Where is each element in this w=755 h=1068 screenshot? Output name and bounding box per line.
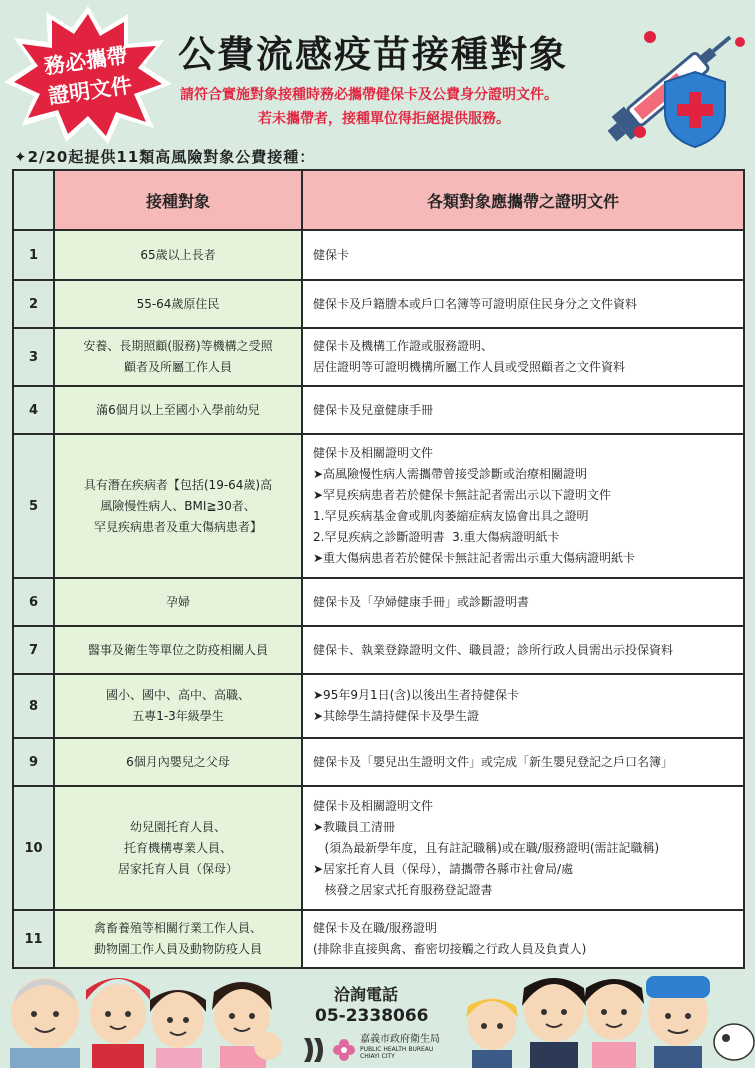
table-row bbox=[13, 578, 744, 626]
target-line: 安養、長期照顧(服務)等機構之受照 bbox=[83, 339, 273, 353]
row-documents bbox=[302, 578, 744, 626]
org-name-en-1: PUBLIC HEALTH BUREAU bbox=[360, 1046, 434, 1053]
people-illustration-right bbox=[462, 962, 755, 1068]
table-row bbox=[13, 626, 744, 674]
document-line: 健保卡及「孕婦健康手冊」或診斷證明書 bbox=[313, 594, 530, 609]
table-row bbox=[13, 786, 744, 910]
document-line: ➤高風險慢性病人需攜帶曾接受診斷或治療相關證明 bbox=[313, 467, 588, 481]
health-bureau-name bbox=[360, 1034, 440, 1060]
row-number: 7 bbox=[13, 626, 54, 674]
row-documents bbox=[302, 786, 744, 910]
document-line: 健保卡、執業登錄證明文件、職員證；診所行政人員需出示投保資料 bbox=[313, 642, 674, 657]
row-target bbox=[54, 328, 302, 386]
row-number: 4 bbox=[13, 386, 54, 434]
row-documents bbox=[302, 386, 744, 434]
row-target bbox=[54, 386, 302, 434]
document-line: ➤居家托育人員（保母），請攜帶各縣市社會局/處 bbox=[313, 861, 574, 876]
document-line: 健保卡及戶籍謄本或戶口名簿等可證明原住民身分之文件資料 bbox=[313, 296, 638, 311]
document-line: 居住證明等可證明機構所屬工作人員或受照顧者之文件資料 bbox=[313, 360, 626, 374]
document-line: ➤教職員工清冊 bbox=[313, 819, 396, 834]
target-line: 幼兒園托育人員、 bbox=[129, 819, 226, 834]
table-row bbox=[13, 674, 744, 738]
org-name-en-2: CHIAYI CITY bbox=[360, 1053, 395, 1060]
row-documents bbox=[302, 626, 744, 674]
table-row bbox=[13, 738, 744, 786]
target-line: 具有潛在疾病者【包括(19-64歲)高 bbox=[83, 477, 273, 492]
header-number-cell bbox=[13, 170, 54, 230]
target-line: 醫事及衛生等單位之防疫相關人員 bbox=[87, 642, 268, 657]
target-line: 滿6個月以上至國小入學前幼兒 bbox=[96, 402, 260, 417]
table-row bbox=[13, 910, 744, 968]
document-line: (須為最新學年度，且有註記職稱)或在職/服務證明(需註記職稱) bbox=[313, 840, 660, 855]
row-target bbox=[54, 434, 302, 578]
row-target bbox=[54, 910, 302, 968]
row-number: 3 bbox=[13, 328, 54, 386]
row-documents bbox=[302, 280, 744, 328]
row-number: 10 bbox=[13, 786, 54, 910]
document-line: 1.罕見疾病基金會或肌肉萎縮症病友協會出具之證明 bbox=[313, 509, 589, 523]
row-documents bbox=[302, 434, 744, 578]
table-row bbox=[13, 280, 744, 328]
target-line: 顧者及所屬工作人員 bbox=[123, 360, 232, 374]
subtitle-requirement: 請符合實施對象接種時務必攜帶健保卡及公費身分證明文件。 bbox=[180, 87, 558, 103]
row-target bbox=[54, 674, 302, 738]
table-row bbox=[13, 230, 744, 280]
header-target: 接種對象 bbox=[54, 170, 302, 230]
document-line: 核發之居家式托育服務登記證書 bbox=[313, 882, 493, 897]
document-line: 健保卡及在職/服務證明 bbox=[313, 921, 438, 935]
document-line: 健保卡及兒童健康手冊 bbox=[313, 402, 434, 417]
target-line: 風險慢性病人、BMI≧30者、 bbox=[100, 498, 256, 513]
row-number: 11 bbox=[13, 910, 54, 968]
table-header-row bbox=[13, 170, 744, 230]
eligibility-table-grid bbox=[12, 169, 745, 969]
document-line: ➤其餘學生請持健保卡及學生證 bbox=[313, 709, 480, 723]
target-line: 55-64歲原住民 bbox=[136, 296, 220, 311]
contact-label: 洽詢電話 bbox=[334, 985, 399, 1004]
row-target bbox=[54, 786, 302, 910]
target-line: 孕婦 bbox=[165, 594, 190, 609]
header-documents: 各類對象應攜帶之證明文件 bbox=[302, 170, 744, 230]
table-row bbox=[13, 328, 744, 386]
row-target bbox=[54, 578, 302, 626]
document-line: (排除非直接與禽、畜密切接觸之行政人員及負責人) bbox=[313, 942, 587, 956]
target-line: 動物園工作人員及動物防疫人員 bbox=[93, 942, 262, 956]
vaccine-syringe-icon bbox=[600, 12, 750, 152]
table-row bbox=[13, 386, 744, 434]
target-line: 罕見疾病患者及重大傷病患者】 bbox=[93, 519, 262, 534]
row-number: 2 bbox=[13, 280, 54, 328]
target-line: 禽畜養殖等相關行業工作人員、 bbox=[93, 921, 262, 935]
row-number: 6 bbox=[13, 578, 54, 626]
row-target bbox=[54, 738, 302, 786]
row-number: 1 bbox=[13, 230, 54, 280]
document-line: 健保卡 bbox=[313, 247, 350, 262]
table-body bbox=[13, 230, 744, 968]
health-bureau-logo-icon bbox=[300, 1034, 360, 1066]
section-heading: ✦2/20起提供11類高風險對象公費接種： bbox=[14, 148, 316, 166]
people-illustration-left bbox=[0, 962, 300, 1068]
document-line: 健保卡及相關證明文件 bbox=[313, 446, 434, 460]
row-number: 5 bbox=[13, 434, 54, 578]
contact-phone: 05-2338066 bbox=[315, 1006, 429, 1026]
org-name-zh: 嘉義市政府衛生局 bbox=[360, 1034, 440, 1045]
row-documents bbox=[302, 910, 744, 968]
row-documents bbox=[302, 674, 744, 738]
document-line: ➤罕見疾病患者若於健保卡無註記者需出示以下證明文件 bbox=[313, 488, 612, 502]
target-line: 居家托育人員（保母） bbox=[117, 861, 238, 876]
row-target bbox=[54, 280, 302, 328]
document-line: 健保卡及機構工作證或服務證明、 bbox=[313, 339, 494, 353]
document-line: ➤重大傷病患者若於健保卡無註記者需出示重大傷病證明紙卡 bbox=[313, 551, 636, 565]
row-number: 9 bbox=[13, 738, 54, 786]
target-line: 托育機構專業人員、 bbox=[123, 840, 232, 855]
target-line: 國小、國中、高中、高職、 bbox=[105, 688, 250, 702]
row-number: 8 bbox=[13, 674, 54, 738]
row-documents bbox=[302, 738, 744, 786]
document-line: 健保卡及相關證明文件 bbox=[313, 798, 434, 813]
table-row bbox=[13, 434, 744, 578]
badge-line-1: 務必攜帶 bbox=[42, 43, 130, 79]
starburst-badge bbox=[4, 6, 172, 144]
row-target bbox=[54, 230, 302, 280]
target-line: 6個月內嬰兒之父母 bbox=[126, 754, 230, 769]
target-line: 65歲以上長者 bbox=[140, 247, 216, 262]
row-documents bbox=[302, 230, 744, 280]
target-line: 五專1-3年級學生 bbox=[132, 709, 224, 723]
row-target bbox=[54, 626, 302, 674]
page-title: 公費流感疫苗接種對象 bbox=[178, 33, 568, 76]
document-line: 2.罕見疾病之診斷證明書 3.重大傷病證明紙卡 bbox=[313, 530, 560, 544]
row-documents bbox=[302, 328, 744, 386]
subtitle-refusal-note: 若未攜帶者，接種單位得拒絕提供服務。 bbox=[258, 111, 510, 127]
badge-line-2: 證明文件 bbox=[46, 73, 134, 109]
document-line: 健保卡及「嬰兒出生證明文件」或完成「新生嬰兒登記之戶口名簿」 bbox=[313, 754, 674, 769]
document-line: ➤95年9月1日(含)以後出生者持健保卡 bbox=[313, 688, 519, 702]
eligibility-table bbox=[12, 169, 743, 969]
